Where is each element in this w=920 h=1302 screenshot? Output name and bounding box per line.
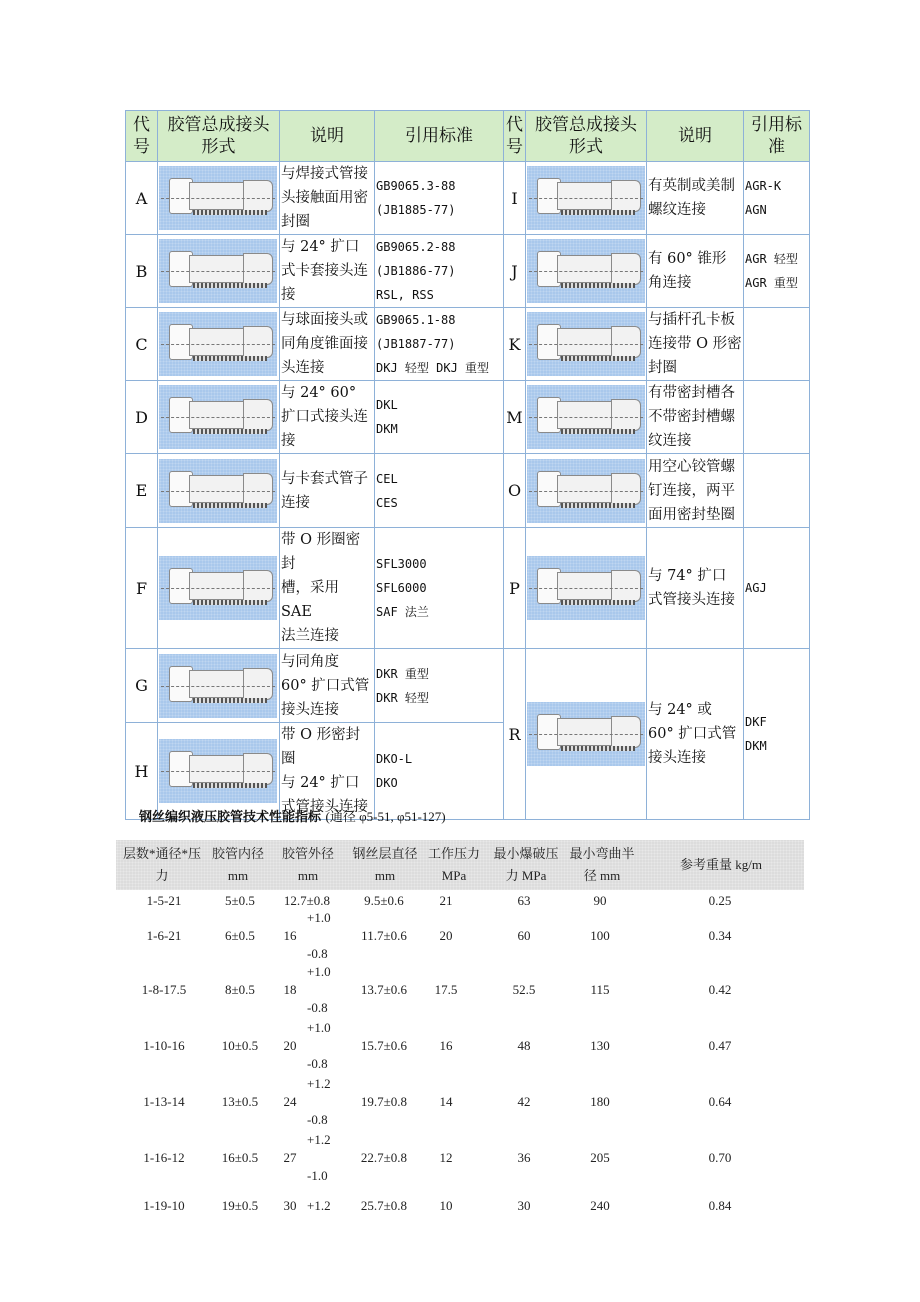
fitting-image-cell [158, 454, 280, 528]
fitting-standard: GB9065.1-88 (JB1887-77) DKJ 轻型 DKJ 重型 [375, 308, 504, 381]
fitting-table-header [126, 111, 810, 162]
fitting-row [126, 649, 810, 723]
fitting-diagram-image [159, 166, 277, 230]
fitting-image-cell [526, 308, 647, 381]
inner-diameter-cell: 8±0.5 [225, 982, 255, 997]
performance-title-text: 钢丝编织液压胶管技术性能指标 [139, 810, 322, 825]
fitting-diagram-image [527, 385, 645, 449]
header-wire-diameter: 钢丝层直径 mm [352, 846, 418, 883]
performance-row [0, 893, 920, 913]
fitting-diagram-image [159, 239, 277, 303]
fitting-description: 与球面接头或 同角度锥面接 头连接 [280, 308, 375, 381]
weight-cell: 0.70 [708, 1150, 732, 1165]
fitting-standard: AGR-K AGN [744, 162, 810, 235]
header-std-right: 引用标 准 [744, 111, 810, 162]
fitting-code: R [504, 649, 526, 820]
fitting-standard: AGJ [744, 528, 810, 649]
performance-table-header [116, 840, 804, 890]
fitting-image-cell [158, 308, 280, 381]
fitting-image-cell [158, 723, 280, 820]
fitting-description: 与 24° 或 60° 扩口式管 接头连接 [647, 649, 744, 820]
wire-diameter-cell: 25.7±0.8 [360, 1198, 408, 1213]
outer-tolerance-plus: +1.2 [307, 1076, 331, 1091]
inner-diameter-cell: 19±0.5 [221, 1198, 259, 1213]
wire-diameter-cell: 22.7±0.8 [360, 1150, 408, 1165]
fitting-standard: SFL3000 SFL6000 SAF 法兰 [375, 528, 504, 649]
wire-diameter-cell: 15.7±0.6 [360, 1038, 408, 1053]
outer-diameter-cell: 27 [283, 1150, 297, 1165]
performance-row [0, 964, 920, 1015]
outer-tolerance-minus: -0.8 [307, 1112, 328, 1127]
header-std: 引用标准 [375, 111, 504, 162]
fitting-standard [744, 381, 810, 454]
fitting-image-cell [526, 235, 647, 308]
wire-diameter-cell: 9.5±0.6 [364, 893, 404, 908]
outer-diameter-cell: 30 [283, 1198, 297, 1213]
fitting-image-cell [158, 381, 280, 454]
outer-diameter-cell: 20 [283, 1038, 297, 1053]
header-inner-diameter: 胶管内径 mm [211, 846, 264, 883]
fitting-diagram-image [527, 556, 645, 620]
fitting-row [126, 528, 810, 649]
fitting-code: C [126, 308, 158, 381]
outer-diameter-cell: 24 [283, 1094, 297, 1109]
inner-diameter-cell: 13±0.5 [221, 1094, 259, 1109]
fitting-code: G [126, 649, 158, 723]
fitting-image-cell [526, 454, 647, 528]
fitting-description: 与卡套式管子 连接 [280, 454, 375, 528]
fitting-standard: GB9065.2-88 (JB1886-77) RSL, RSS [375, 235, 504, 308]
bend-radius-cell: 205 [590, 1150, 610, 1165]
fitting-description: 带 O 形密封圈 与 24° 扩口 式管接头连接 [280, 723, 375, 820]
burst-pressure-cell: 36 [517, 1150, 531, 1165]
fitting-code: E [126, 454, 158, 528]
fitting-diagram-image [159, 312, 277, 376]
working-pressure-cell: 14 [439, 1094, 453, 1109]
fitting-code: K [504, 308, 526, 381]
fitting-description: 有英制或美制 螺纹连接 [647, 162, 744, 235]
fitting-description: 与焊接式管接 头接触面用密 封圈 [280, 162, 375, 235]
weight-cell: 0.84 [708, 1198, 732, 1213]
performance-row [0, 910, 920, 961]
fitting-description: 有 60° 锥形 角连接 [647, 235, 744, 308]
working-pressure-cell: 20 [439, 928, 453, 943]
weight-cell: 0.47 [708, 1038, 732, 1053]
bend-radius-cell: 180 [590, 1094, 610, 1109]
fitting-diagram-image [527, 702, 645, 766]
fitting-image-cell [158, 528, 280, 649]
fitting-description: 带 O 形圈密封 槽，采用 SAE 法兰连接 [280, 528, 375, 649]
fitting-code: I [504, 162, 526, 235]
fitting-standard: DKO-L DKO [375, 723, 504, 820]
fitting-standard [744, 454, 810, 528]
bend-radius-cell: 100 [590, 928, 610, 943]
spec-cell: 1-5-21 [146, 893, 182, 908]
fitting-diagram-image [527, 166, 645, 230]
working-pressure-cell: 10 [439, 1198, 453, 1213]
spec-cell: 1-8-17.5 [141, 982, 187, 997]
burst-pressure-cell: 30 [517, 1198, 531, 1213]
fitting-standard [744, 308, 810, 381]
bend-radius-cell: 130 [590, 1038, 610, 1053]
fitting-code: M [504, 381, 526, 454]
header-working-pressure: 工作压力 MPa [427, 846, 480, 883]
working-pressure-cell: 21 [439, 893, 453, 908]
bend-radius-cell: 240 [590, 1198, 610, 1213]
fitting-code: D [126, 381, 158, 454]
header-weight: 参考重量 kg/m [680, 857, 762, 872]
burst-pressure-cell: 60 [517, 928, 531, 943]
fitting-standard: DKR 重型 DKR 轻型 [375, 649, 504, 723]
fitting-diagram-image [159, 654, 277, 718]
fitting-standard: DKF DKM [744, 649, 810, 820]
burst-pressure-cell: 63 [517, 893, 531, 908]
performance-row [0, 1132, 920, 1183]
performance-subtitle: (通径 φ5-51, φ51-127) [325, 809, 446, 824]
working-pressure-cell: 16 [439, 1038, 453, 1053]
fitting-row [126, 235, 810, 308]
fitting-image-cell [526, 162, 647, 235]
fitting-description: 用空心铰管螺 钉连接，两平 面用密封垫圈 [647, 454, 744, 528]
spec-cell: 1-16-12 [143, 1150, 185, 1165]
burst-pressure-cell: 48 [517, 1038, 531, 1053]
header-code: 代 号 [126, 111, 158, 162]
fitting-row [126, 381, 810, 454]
fitting-description: 与 24° 扩口 式卡套接头连 接 [280, 235, 375, 308]
outer-tolerance-plus: +1.2 [307, 1198, 331, 1213]
fitting-description: 与同角度 60° 扩口式管 接头连接 [280, 649, 375, 723]
inner-diameter-cell: 16±0.5 [221, 1150, 259, 1165]
inner-diameter-cell: 5±0.5 [225, 893, 255, 908]
fitting-code: H [126, 723, 158, 820]
fitting-type-table [125, 110, 810, 820]
weight-cell: 0.25 [708, 893, 732, 908]
fitting-code: A [126, 162, 158, 235]
performance-row [0, 1020, 920, 1071]
fitting-diagram-image [159, 459, 277, 523]
fitting-diagram-image [527, 312, 645, 376]
fitting-diagram-image [527, 239, 645, 303]
header-spec: 层数*通径*压 力 [122, 846, 201, 883]
header-burst-pressure: 最小爆破压 力 MPa [493, 846, 559, 883]
fitting-diagram-image [159, 385, 277, 449]
performance-row [0, 1198, 920, 1218]
outer-tolerance-plus: +1.0 [307, 1020, 331, 1035]
spec-cell: 1-6-21 [146, 928, 182, 943]
fitting-diagram-image [527, 459, 645, 523]
fitting-standard: DKL DKM [375, 381, 504, 454]
weight-cell: 0.64 [708, 1094, 732, 1109]
fitting-description: 与插杆孔卡板 连接带 O 形密 封圈 [647, 308, 744, 381]
inner-diameter-cell: 10±0.5 [221, 1038, 259, 1053]
header-form: 胶管总成接头 形式 [158, 111, 280, 162]
header-outer-diameter: 胶管外径 mm [281, 846, 334, 883]
fitting-diagram-image [159, 556, 277, 620]
header-code-right: 代 号 [504, 111, 526, 162]
spec-cell: 1-19-10 [143, 1198, 185, 1213]
header-form-right: 胶管总成接头 形式 [526, 111, 647, 162]
weight-cell: 0.34 [708, 928, 732, 943]
outer-tolerance-plus: +1.2 [307, 1132, 331, 1147]
bend-radius-cell: 90 [593, 893, 607, 908]
spec-cell: 1-13-14 [143, 1094, 185, 1109]
fitting-image-cell [158, 235, 280, 308]
fitting-image-cell [158, 162, 280, 235]
working-pressure-cell: 17.5 [434, 982, 458, 997]
fitting-image-cell [526, 649, 647, 820]
outer-diameter-cell: 16 [283, 928, 297, 943]
fitting-row [126, 454, 810, 528]
outer-diameter-cell: 12.7±0.8 [283, 893, 331, 908]
outer-tolerance-minus: -0.8 [307, 946, 328, 961]
burst-pressure-cell: 52.5 [512, 982, 536, 997]
working-pressure-cell: 12 [439, 1150, 453, 1165]
header-bend-radius: 最小弯曲半 径 mm [569, 846, 635, 883]
fitting-image-cell [158, 649, 280, 723]
weight-cell: 0.42 [708, 982, 732, 997]
header-desc: 说明 [280, 111, 375, 162]
performance-title [139, 806, 446, 825]
fitting-standard: GB9065.3-88 (JB1885-77) [375, 162, 504, 235]
fitting-description: 与 74° 扩口 式管接头连接 [647, 528, 744, 649]
wire-diameter-cell: 13.7±0.6 [360, 982, 408, 997]
bend-radius-cell: 115 [590, 982, 610, 997]
inner-diameter-cell: 6±0.5 [225, 928, 255, 943]
fitting-row [126, 308, 810, 381]
outer-tolerance-plus: +1.0 [307, 910, 331, 925]
fitting-row [126, 162, 810, 235]
outer-tolerance-plus: +1.0 [307, 964, 331, 979]
fitting-standard: AGR 轻型 AGR 重型 [744, 235, 810, 308]
fitting-image-cell [526, 381, 647, 454]
outer-tolerance-minus: -1.0 [307, 1168, 328, 1183]
wire-diameter-cell: 11.7±0.6 [361, 928, 407, 943]
outer-diameter-cell: 18 [283, 982, 297, 997]
wire-diameter-cell: 19.7±0.8 [360, 1094, 408, 1109]
outer-tolerance-minus: -0.8 [307, 1000, 328, 1015]
fitting-code: F [126, 528, 158, 649]
fitting-description: 与 24° 60° 扩口式接头连 接 [280, 381, 375, 454]
fitting-code: J [504, 235, 526, 308]
header-desc-right: 说明 [647, 111, 744, 162]
fitting-description: 有带密封槽各 不带密封槽螺 纹连接 [647, 381, 744, 454]
fitting-diagram-image [159, 739, 277, 803]
fitting-code: P [504, 528, 526, 649]
performance-row [0, 1076, 920, 1127]
fitting-code: O [504, 454, 526, 528]
outer-tolerance-minus: -0.8 [307, 1056, 328, 1071]
fitting-image-cell [526, 528, 647, 649]
burst-pressure-cell: 42 [517, 1094, 531, 1109]
fitting-standard: CEL CES [375, 454, 504, 528]
fitting-code: B [126, 235, 158, 308]
spec-cell: 1-10-16 [143, 1038, 185, 1053]
